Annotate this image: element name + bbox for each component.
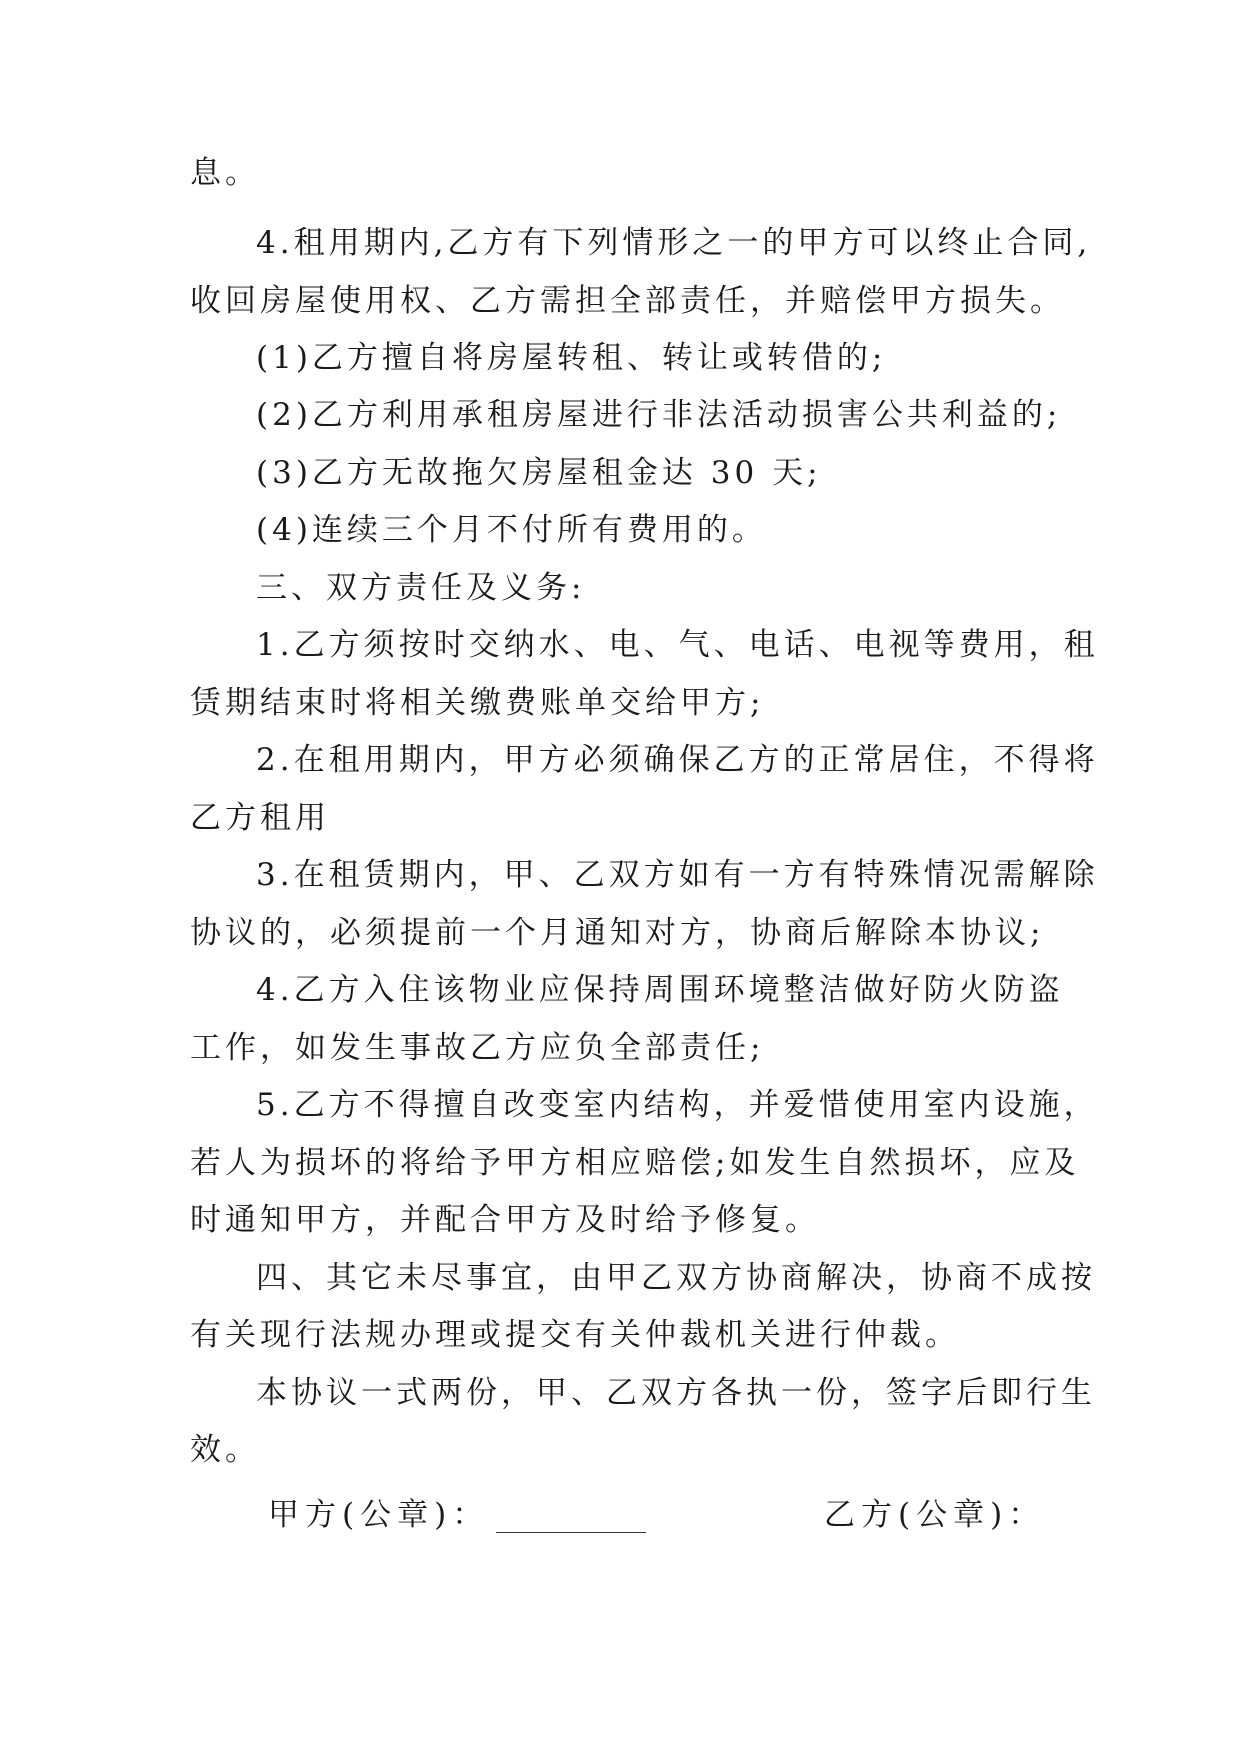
text-line: 若人为损坏的将给予甲方相应赔偿;如发生自然损坏，应及 [190, 1145, 1080, 1181]
text-line: 赁期结束时将相关缴费账单交给甲方; [190, 685, 765, 721]
text-line: 工作，如发生事故乙方应负全部责任; [190, 1030, 765, 1066]
text-line: 有关现行法规办理或提交有关仲裁机关进行仲裁。 [190, 1317, 960, 1353]
text-line: 本协议一式两份，甲、乙双方各执一份，签字后即行生 [256, 1375, 1096, 1411]
text-line: (3)乙方无故拖欠房屋租金达 30 天; [256, 455, 822, 491]
text-line: (2)乙方利用承租房屋进行非法活动损害公共利益的; [256, 397, 1062, 433]
text-line: 5.乙方不得擅自改变室内结构，并爱惜使用室内设施， [256, 1087, 1099, 1123]
text-line: (1)乙方擅自将房屋转租、转让或转借的; [256, 340, 887, 376]
party-a-signature-line [496, 1532, 646, 1533]
text-line: 3.在租赁期内，甲、乙双方如有一方有特殊情况需解除 [256, 857, 1099, 893]
party-b-signature-label: 乙方(公章)： [824, 1497, 1046, 1533]
text-line: 乙方租用 [190, 800, 330, 836]
section-heading: 四、其它未尽事宜，由甲乙双方协商解决，协商不成按 [256, 1260, 1096, 1296]
text-line: 时通知甲方，并配合甲方及时给予修复。 [190, 1202, 820, 1238]
text-line: 4.乙方入住该物业应保持周围环境整洁做好防火防盗 [256, 972, 1064, 1008]
text-line: 收回房屋使用权、乙方需担全部责任，并赔偿甲方损失。 [190, 283, 1065, 319]
text-line: 息。 [190, 155, 260, 191]
text-line: 2.在租用期内，甲方必须确保乙方的正常居住，不得将 [256, 742, 1099, 778]
party-a-signature-label: 甲方(公章)： [268, 1497, 490, 1533]
text-line: 协议的，必须提前一个月通知对方，协商后解除本协议; [190, 915, 1045, 951]
section-heading: 三、双方责任及义务: [256, 570, 586, 606]
text-line: 效。 [190, 1432, 260, 1468]
text-line: 1.乙方须按时交纳水、电、气、电话、电视等费用，租 [256, 627, 1099, 663]
signature-row [0, 1497, 1241, 1540]
text-line: (4)连续三个月不付所有费用的。 [256, 512, 767, 548]
text-line: 4.租用期内,乙方有下列情形之一的甲方可以终止合同, [256, 225, 1092, 261]
